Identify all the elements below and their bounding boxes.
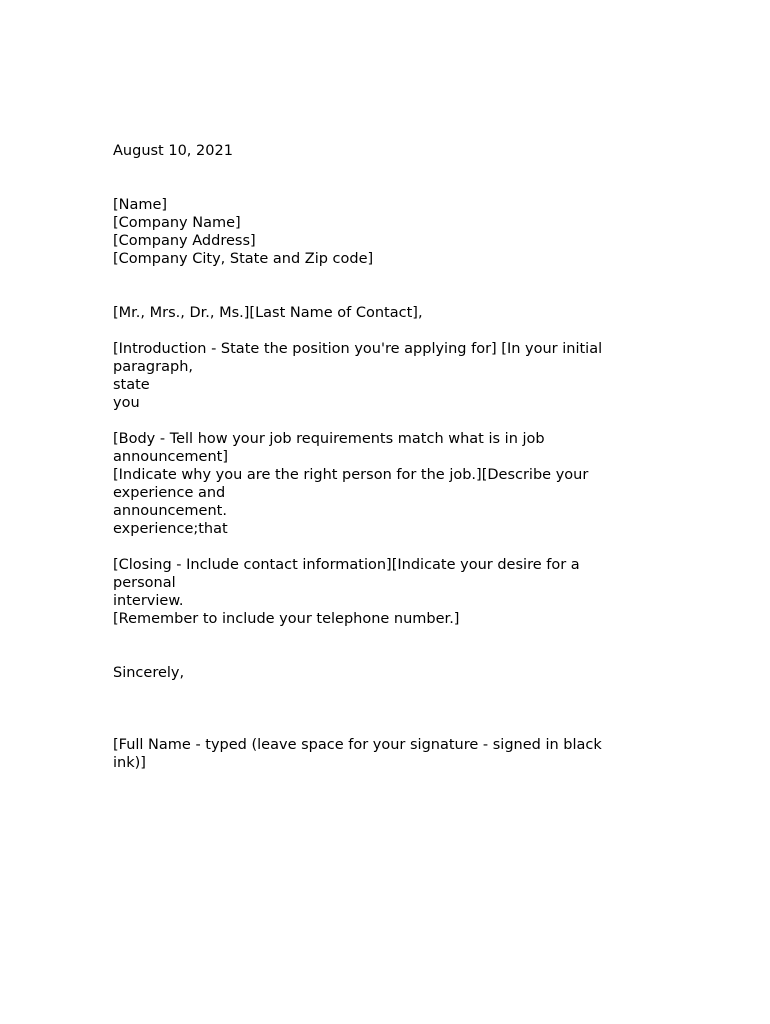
spacer xyxy=(113,412,653,430)
intro-line: paragraph, xyxy=(113,359,193,375)
recipient-address: [Company Address] xyxy=(113,233,256,249)
signature-line: [Full Name - typed (leave space for your signature - signed in black xyxy=(113,737,602,753)
intro-paragraph xyxy=(113,340,653,412)
cover-letter xyxy=(113,142,653,772)
recipient-company: [Company Name] xyxy=(113,215,241,231)
closing-line: [Remember to include your telephone number.] xyxy=(113,611,460,627)
spacer xyxy=(113,160,653,196)
body-line: announcement. xyxy=(113,503,227,519)
body-line: experience;that xyxy=(113,521,228,537)
body-line: announcement] xyxy=(113,449,228,465)
body-line: experience and xyxy=(113,485,226,501)
recipient-block xyxy=(113,196,653,268)
signature-block xyxy=(113,736,653,772)
spacer xyxy=(113,322,653,340)
recipient-city-state-zip: [Company City, State and Zip code] xyxy=(113,251,374,267)
body-paragraph xyxy=(113,430,653,538)
spacer xyxy=(113,268,653,304)
salutation: [Mr., Mrs., Dr., Ms.][Last Name of Contact], xyxy=(113,305,423,321)
intro-line: state xyxy=(113,377,150,393)
signature-line: ink)] xyxy=(113,755,146,771)
closing-line: interview. xyxy=(113,593,184,609)
closing-line: personal xyxy=(113,575,176,591)
intro-line: you xyxy=(113,395,140,411)
closing-line: [Closing - Include contact information][Indicate your desire for a xyxy=(113,557,580,573)
spacer xyxy=(113,538,653,556)
recipient-name: [Name] xyxy=(113,197,168,213)
intro-line: [Introduction - State the position you're applying for] [In your initial xyxy=(113,341,603,357)
body-line: [Body - Tell how your job requirements match what is in job xyxy=(113,431,545,447)
body-line: [Indicate why you are the right person for the job.][Describe your xyxy=(113,467,589,483)
letter-date: August 10, 2021 xyxy=(113,143,233,159)
closing-paragraph xyxy=(113,556,653,628)
spacer xyxy=(113,628,653,664)
signature-space xyxy=(113,682,653,736)
signoff: Sincerely, xyxy=(113,665,185,681)
